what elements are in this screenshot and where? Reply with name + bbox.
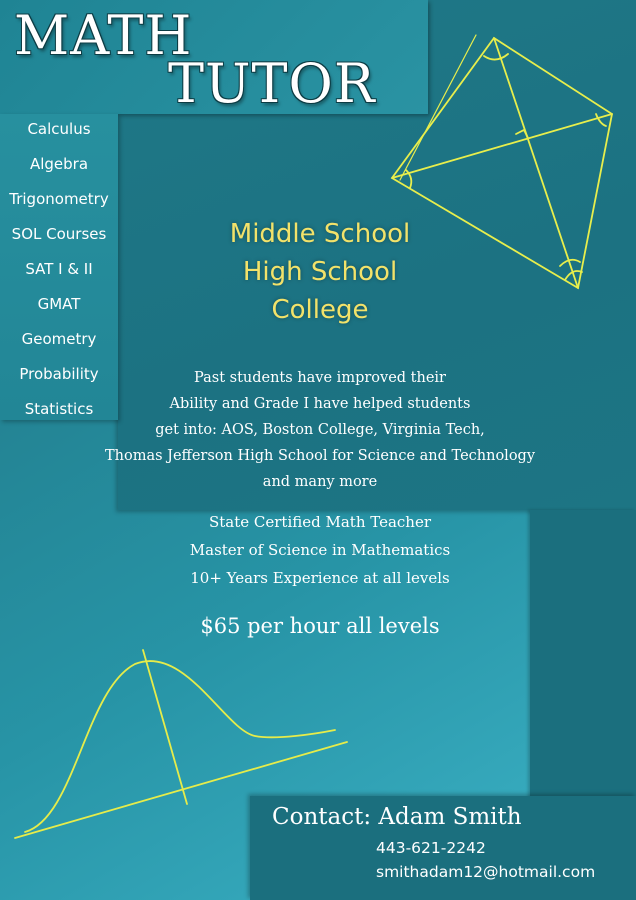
level-high-school: High School — [242, 257, 398, 287]
credential-line: Master of Science in Mathematics — [189, 541, 451, 559]
subject-item: Probability — [19, 365, 99, 383]
description-line: and many more — [262, 474, 378, 490]
credential-line: 10+ Years Experience at all levels — [190, 569, 450, 587]
subject-item: Geometry — [21, 330, 97, 348]
level-college: College — [271, 295, 369, 325]
header-banner — [0, 0, 428, 114]
subject-item: Trigonometry — [9, 190, 109, 208]
contact-name: Contact: Adam Smith — [272, 804, 522, 830]
title-tutor: TUTOR — [168, 52, 376, 115]
description — [70, 365, 570, 495]
subject-item: SOL Courses — [11, 225, 107, 243]
contact-phone[interactable]: 443-621-2242 — [376, 839, 486, 857]
description-line: Ability and Grade I have helped students — [169, 396, 471, 412]
level-middle-school: Middle School — [229, 219, 411, 249]
description-line: get into: AOS, Boston College, Virginia Tech, — [155, 422, 485, 438]
school-levels — [170, 215, 470, 329]
description-line: Past students have improved their — [194, 370, 446, 386]
subject-item: Statistics — [24, 400, 94, 418]
title-math: MATH — [14, 4, 193, 67]
subject-item: Calculus — [27, 120, 91, 138]
credential-line: State Certified Math Teacher — [208, 513, 432, 531]
subject-item: SAT I & II — [25, 260, 93, 278]
price: $65 per hour all levels — [200, 614, 440, 638]
contact-email[interactable]: smithadam12@hotmail.com — [376, 863, 596, 881]
credentials — [120, 508, 520, 592]
description-line: Thomas Jefferson High School for Science and Technology — [104, 448, 536, 464]
subject-item: GMAT — [37, 295, 81, 313]
contact-box — [250, 796, 636, 900]
subject-item: Algebra — [29, 155, 89, 173]
